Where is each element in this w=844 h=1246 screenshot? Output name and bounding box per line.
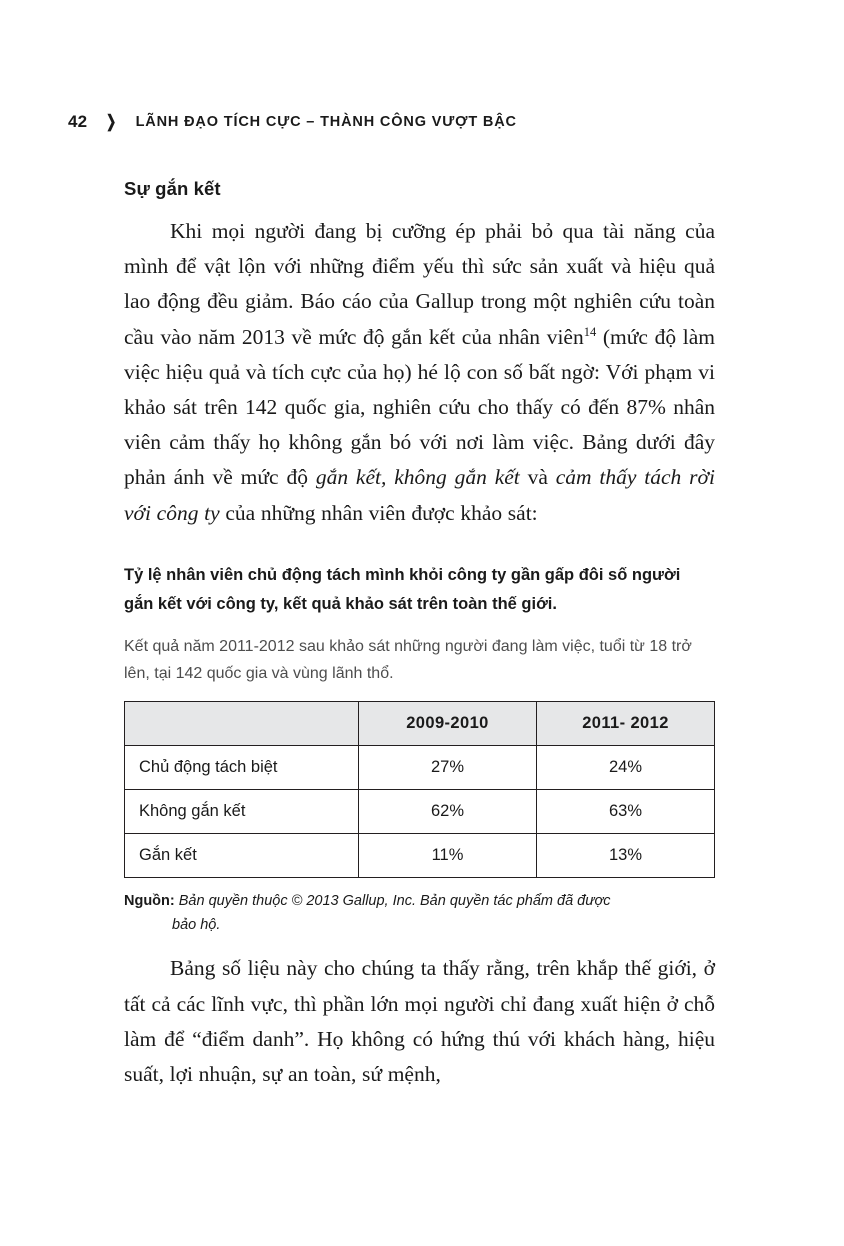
table-row — [125, 789, 715, 833]
paragraph-intro-part3: và — [519, 465, 556, 490]
column-header-2011-2012: 2011- 2012 — [537, 701, 715, 745]
source-text: Bản quyền thuộc © 2013 Gallup, Inc. Bản quyền tác phẩm đã được — [174, 892, 611, 909]
book-title: LÃNH ĐẠO TÍCH CỰC – THÀNH CÔNG VƯỢT BẬC — [135, 114, 517, 130]
paragraph-intro-part4: của những nhân viên được khảo sát: — [219, 500, 538, 525]
source-text-continued: bảo hộ. — [172, 916, 221, 933]
engagement-table — [124, 701, 715, 878]
table-row — [125, 833, 715, 877]
row-value-2009-2010: 62% — [359, 789, 537, 833]
row-value-2011-2012: 24% — [537, 745, 715, 789]
column-header-blank — [125, 701, 359, 745]
paragraph-intro-part2: (mức độ làm việc hiệu quả và tích cực của họ) hé lộ con số bất ngờ: Với phạm vi khảo sát trên 142 quốc gia, nghiên cứu cho thấy có đến 87% nhân viên cảm thấy họ không gắn bó với nơi làm việc. Bảng dưới đây phản ánh về mức độ — [124, 324, 716, 490]
row-value-2011-2012: 13% — [537, 833, 715, 877]
row-value-2011-2012: 63% — [537, 789, 715, 833]
paragraph-intro — [124, 214, 715, 531]
chevron-right-icon: ❯ — [106, 112, 117, 131]
row-value-2009-2010: 11% — [359, 833, 537, 877]
section-heading: Sự gắn kết — [124, 178, 221, 199]
paragraph-intro-part1: Khi mọi người đang bị cưỡng ép phải bỏ qua tài năng của mình để vật lộn với những điểm yếu thì sức sản xuất và hiệu quả lao động đều giảm. Báo cáo của Gallup trong một nghiên cứu toàn cầu vào năm 2013 về mức độ gắn kết của nhân viên — [124, 219, 715, 349]
table-subtitle: Kết quả năm 2011-2012 sau khảo sát những người đang làm việc, tuổi từ 18 trở lên, tại 142 quốc gia và vùng lãnh thổ. — [124, 637, 692, 682]
table-title: Tỷ lệ nhân viên chủ động tách mình khỏi công ty gần gấp đôi số người gắn kết với công ty, kết quả khảo sát trên toàn thế giới. — [124, 565, 681, 613]
row-value-2009-2010: 27% — [359, 745, 537, 789]
paragraph-intro-italic2: cảm thấy tách rời với công ty — [124, 465, 715, 525]
column-header-2009-2010: 2009-2010 — [359, 701, 537, 745]
table-row — [125, 745, 715, 789]
running-header — [68, 112, 517, 132]
page-number: 42 — [68, 112, 88, 131]
table-header-row — [125, 701, 715, 745]
row-label: Không gắn kết — [125, 789, 359, 833]
paragraph-closing: Bảng số liệu này cho chúng ta thấy rằng, trên khắp thế giới, ở tất cả các lĩnh vực, thì phần lớn mọi người chỉ đang xuất hiện ở chỗ làm để “điểm danh”. Họ không có hứng thú với khách hàng, hiệu suất, lợi nhuận, sự an toàn, sứ mệnh, — [124, 956, 715, 1086]
row-label: Gắn kết — [125, 833, 359, 877]
table-block — [124, 561, 715, 937]
paragraph-intro-italic1: gắn kết, không gắn kết — [315, 465, 520, 490]
footnote-marker: 14 — [583, 324, 597, 339]
source-label: Nguồn: — [124, 892, 175, 909]
table-source — [124, 889, 704, 937]
text-column — [124, 178, 715, 1092]
row-label: Chủ động tách biệt — [125, 745, 359, 789]
